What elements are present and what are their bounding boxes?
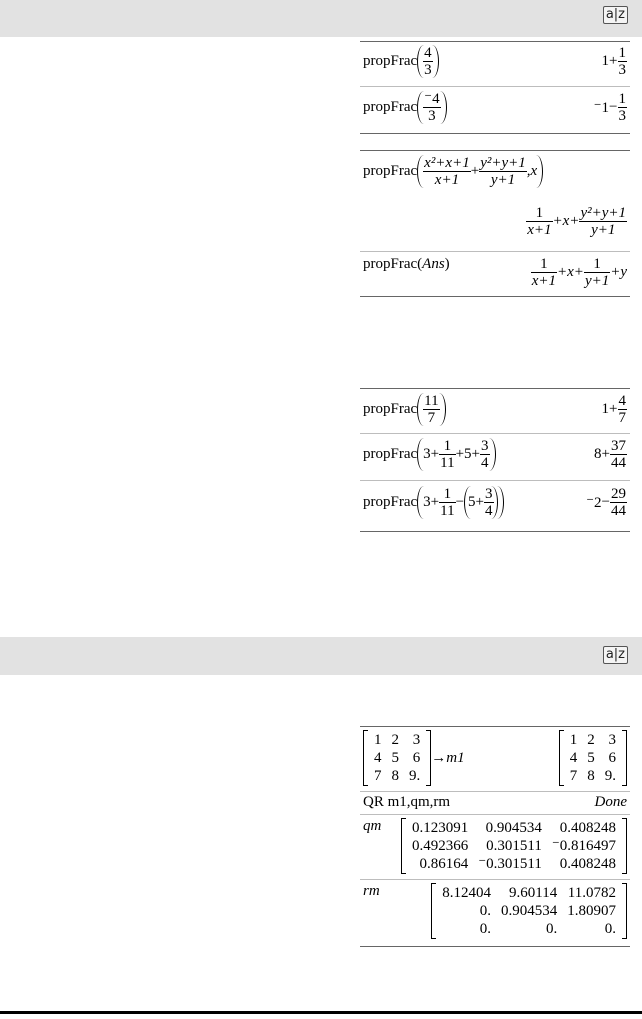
qm-cell: 0.408248 [559,820,616,836]
m1-input-cell: 7 [374,768,382,784]
m1-output-cell: 7 [569,768,578,784]
m1-input-cell: 4 [374,750,382,766]
result [559,730,627,791]
result: 1+ $\frac{1}{3}$ [601,45,626,78]
rm-cell: 9.60114 [509,885,558,901]
m1-output-cell: 4 [569,750,578,766]
entry-row-qm: qm 0.123091 0.904534 0.408248 0.492366 0.301511 ⁻0.816497 0.86164 ⁻0.301511 0.408248 [360,815,630,880]
rm-cell: 0. [546,921,558,937]
book-icon: a|z [603,646,628,664]
rm-cell: 11.0782 [567,885,616,901]
result: 8+ $\frac{37}{44}$ [594,438,626,471]
matrix-m1-input [363,730,431,786]
rm-cell: 0. [479,903,491,919]
entry-row-m1: 1 2 3 4 5 6 7 8 9. →m1 1 2 3 4 5 6 7 8 9. [360,727,630,792]
paren-group: $\frac{4}{3}$ [417,45,439,78]
page-footer-rule [0,1011,642,1014]
m1-output-cell: 3 [608,732,616,748]
m1-output-cell: 8 [587,768,595,784]
result: ⁻1− $\frac{1}{3}$ [593,91,626,124]
function-name: propFrac [363,446,418,462]
example-panel-qr [360,726,630,947]
qm-cell: 0.408248 [559,856,616,872]
rm-cell: 0. [604,921,616,937]
section-header-top [0,0,642,37]
paren-group: $\frac{^-4}{3}$ [417,91,446,124]
entry-row-rm: rm 8.12404 9.60114 11.0782 0. 0.904534 1.80907 0. 0. 0. [360,880,630,947]
entry-row [360,42,630,87]
function-name: propFrac [363,494,418,510]
m1-input-cell: 1 [374,732,382,748]
matrix-m1-output [559,730,627,786]
m1-output-cell: 2 [587,732,595,748]
qm-cell: 0.86164 [419,856,469,872]
m1-input-cell: 8 [391,768,399,784]
entry-row [360,151,630,252]
entry-row: propFrac 3+ $\frac{1}{11}$ − 5+ $\frac{3}{4}$ ⁻2− $\frac{29}{44}$ [360,481,630,532]
m1-input-cell: 5 [391,750,399,766]
qm-cell: ⁻0.301511 [478,856,542,872]
result: 1+ $\frac{4}{7}$ [601,393,626,426]
rm-cell: 0. [479,921,491,937]
entry-row [360,87,630,134]
matrix-qm [401,818,627,874]
entry-row-qr: QR m1,qm,rm Done [360,792,630,815]
example-panel-propfrac-1 [360,41,630,134]
entry-row: propFrac $\frac{11}{7}$ 1+ $\frac{4}{7}$ [360,389,630,434]
qm-cell: 0.492366 [411,838,469,854]
qm-cell: 0.301511 [486,838,542,854]
book-icon: a|z [603,6,628,24]
result [401,818,627,879]
m1-output-cell: 6 [608,750,616,766]
m1-input-cell: 3 [412,732,421,748]
m1-output-cell: 1 [569,732,578,748]
example-panel-propfrac-2 [360,150,630,297]
entry-row: propFrac 3+ $\frac{1}{11}$ +5+ $\frac{3}{4}$ 8+ $\frac{37}{44}$ [360,434,630,481]
paren-group: $\frac{\text{x²+x+1}}{x+1}$ + $\frac{\text{y²+y+1}}{y+1}$ ,x [417,155,543,188]
result: $\frac{1}{x+1}$ +x+ $\frac{1}{y+1}$ +y [531,256,627,289]
result [431,883,627,944]
m1-input-cell: 6 [412,750,421,766]
rm-cell: 1.80907 [567,903,616,919]
m1-output-cell: 5 [587,750,595,766]
example-panel-propfrac-3 [360,388,630,532]
rm-cell: 8.12404 [442,885,491,901]
function-name: propFrac [363,53,418,69]
result: $\frac{1}{x+1}$ +x+ $\frac{\text{y²+y+1}}{y+1}$ [527,205,626,238]
qm-cell: 0.123091 [411,820,469,836]
m1-input-cell: 2 [391,732,399,748]
m1-output-cell: 9. [604,768,616,784]
result: ⁻2− $\frac{29}{44}$ [586,486,626,519]
m1-input-cell: 9. [409,768,421,784]
matrix-rm [431,883,627,939]
qm-cell: ⁻0.816497 [551,838,616,854]
section-header-bottom [0,637,642,675]
entry-row: propFrac(Ans) $\frac{1}{x+1}$ +x+ $\frac{1}{y+1}$ +y [360,252,630,297]
function-name: propFrac [363,163,418,179]
function-name: propFrac [363,99,418,115]
rm-cell: 0.904534 [501,903,558,919]
function-name: propFrac [363,256,418,273]
function-name: propFrac [363,401,418,417]
qm-cell: 0.904534 [485,820,542,836]
